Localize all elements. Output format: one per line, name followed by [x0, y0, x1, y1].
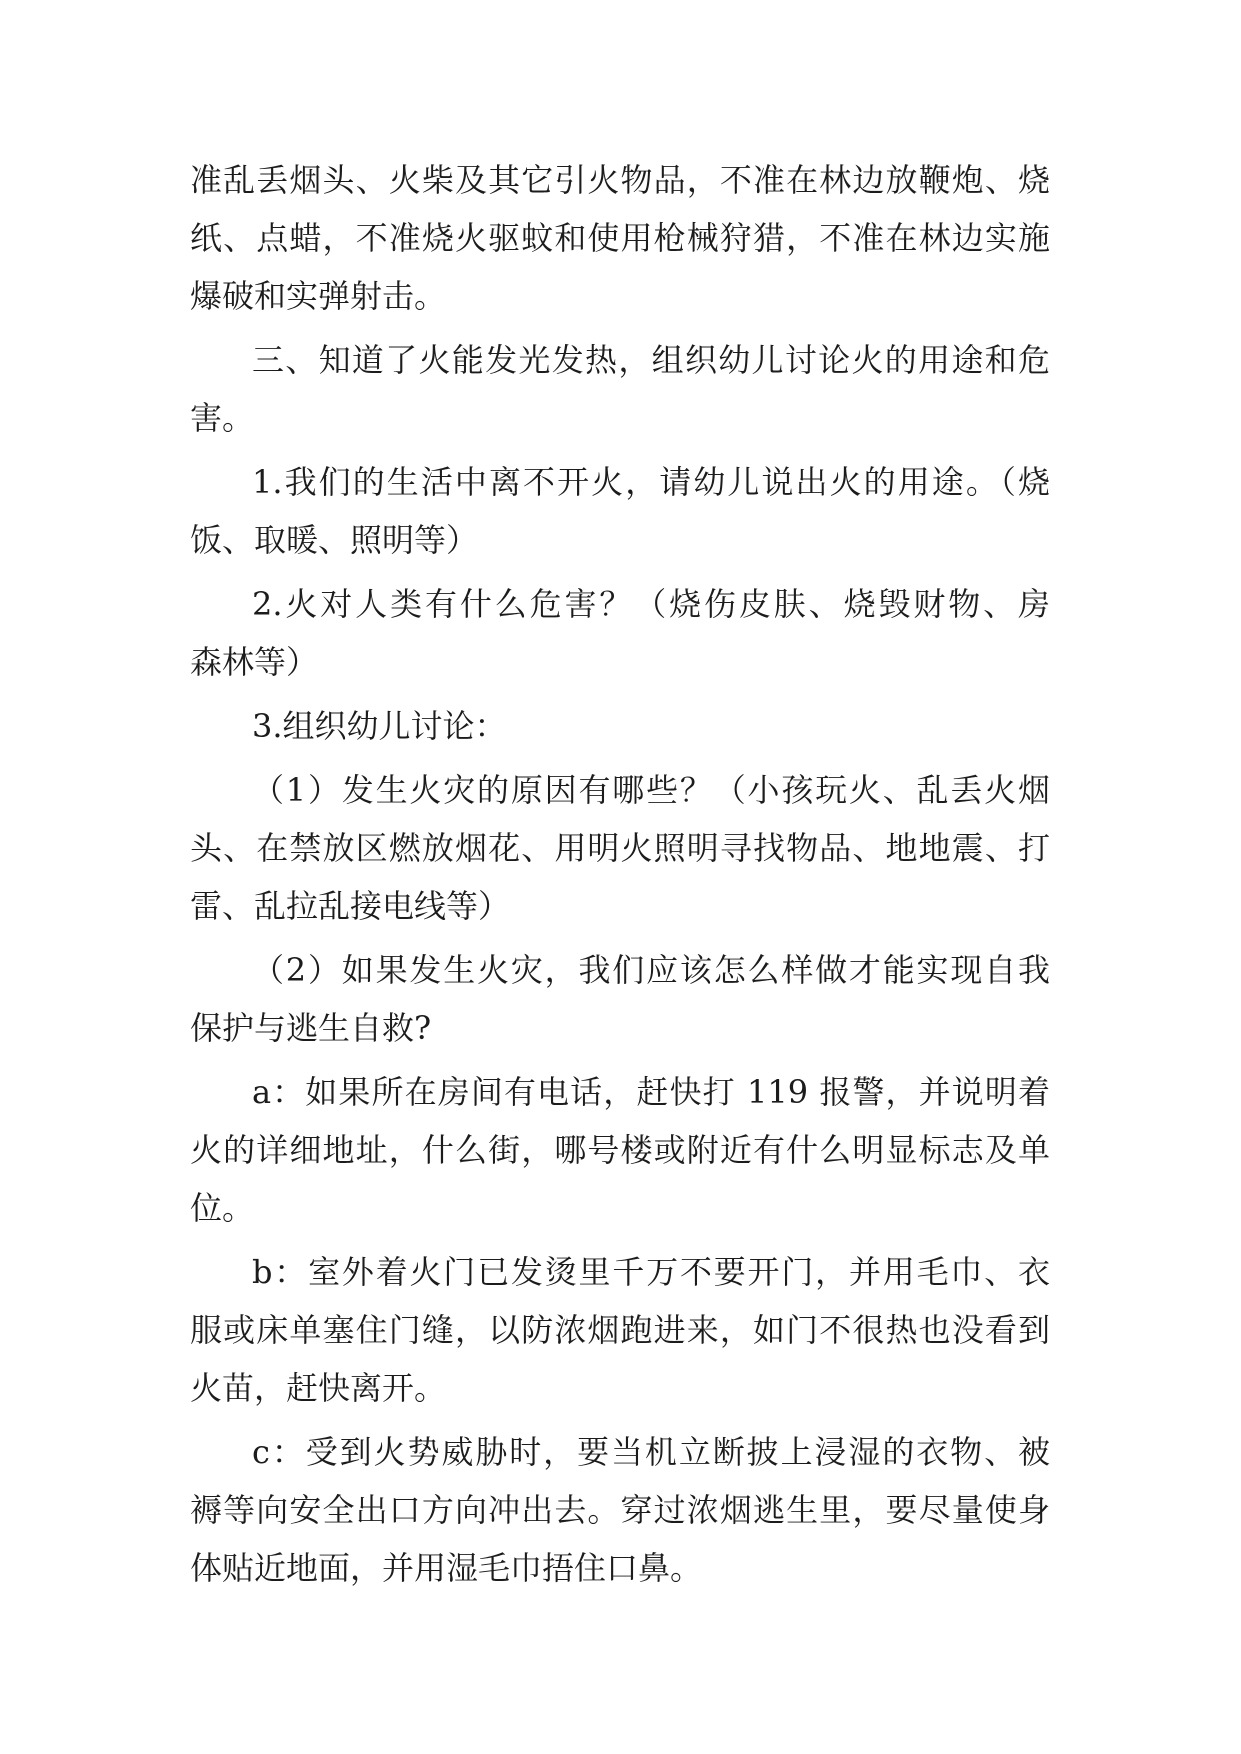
- text-line: 位。: [190, 1189, 255, 1227]
- paragraph: [190, 575, 1050, 691]
- text-line: （2）如果发生火灾，我们应该怎么样做才能实现自我: [252, 951, 1050, 989]
- paragraph: [190, 453, 1050, 569]
- text-line: 2.火对人类有什么危害？（烧伤皮肤、烧毁财物、房: [252, 585, 1050, 623]
- paragraph: [190, 1243, 1050, 1417]
- paragraph: [190, 331, 1050, 447]
- text-line: b：室外着火门已发烫里千万不要开门，并用毛巾、衣: [252, 1253, 1050, 1291]
- text-line: 保护与逃生自救?: [190, 1009, 432, 1047]
- paragraph: [190, 1423, 1050, 1597]
- text-line: a：如果所在房间有电话，赶快打 119 报警，并说明着: [252, 1073, 1050, 1111]
- text-line: 火苗，赶快离开。: [190, 1369, 447, 1407]
- paragraph: [190, 151, 1050, 325]
- paragraph: [190, 1063, 1050, 1237]
- text-line: 三、知道了火能发光发热，组织幼儿讨论火的用途和危: [252, 341, 1050, 379]
- text-line: 头、在禁放区燃放烟花、用明火照明寻找物品、地地震、打: [190, 829, 1050, 867]
- text-line: 雷、乱拉乱接电线等）: [190, 887, 511, 925]
- text-line: 1.我们的生活中离不开火，请幼儿说出火的用途。（烧: [252, 463, 1050, 501]
- text-line: 准乱丢烟头、火柴及其它引火物品，不准在林边放鞭炮、烧: [190, 161, 1050, 199]
- paragraph: [190, 941, 1050, 1057]
- text-line: 体贴近地面，并用湿毛巾捂住口鼻。: [190, 1549, 703, 1587]
- text-line: 纸、点蜡，不准烧火驱蚊和使用枪械狩猎，不准在林边实施: [190, 219, 1050, 257]
- text-line: 服或床单塞住门缝，以防浓烟跑进来，如门不很热也没看到: [190, 1311, 1050, 1349]
- text-line: 3.组织幼儿讨论：: [252, 707, 507, 745]
- document-body: [190, 151, 1050, 1603]
- paragraph: [190, 761, 1050, 935]
- text-line: 褥等向安全出口方向冲出去。穿过浓烟逃生里，要尽量使身: [190, 1491, 1050, 1529]
- text-line: 害。: [190, 399, 255, 437]
- text-line: 爆破和实弹射击。: [190, 277, 447, 315]
- text-line: （1）发生火灾的原因有哪些？（小孩玩火、乱丢火烟: [252, 771, 1050, 809]
- text-line: 森林等）: [190, 643, 319, 681]
- paragraph: [190, 697, 1050, 755]
- text-line: 饭、取暖、照明等）: [190, 521, 479, 559]
- text-line: c：受到火势威胁时，要当机立断披上浸湿的衣物、被: [252, 1433, 1050, 1471]
- text-line: 火的详细地址，什么街，哪号楼或附近有什么明显标志及单: [190, 1131, 1050, 1169]
